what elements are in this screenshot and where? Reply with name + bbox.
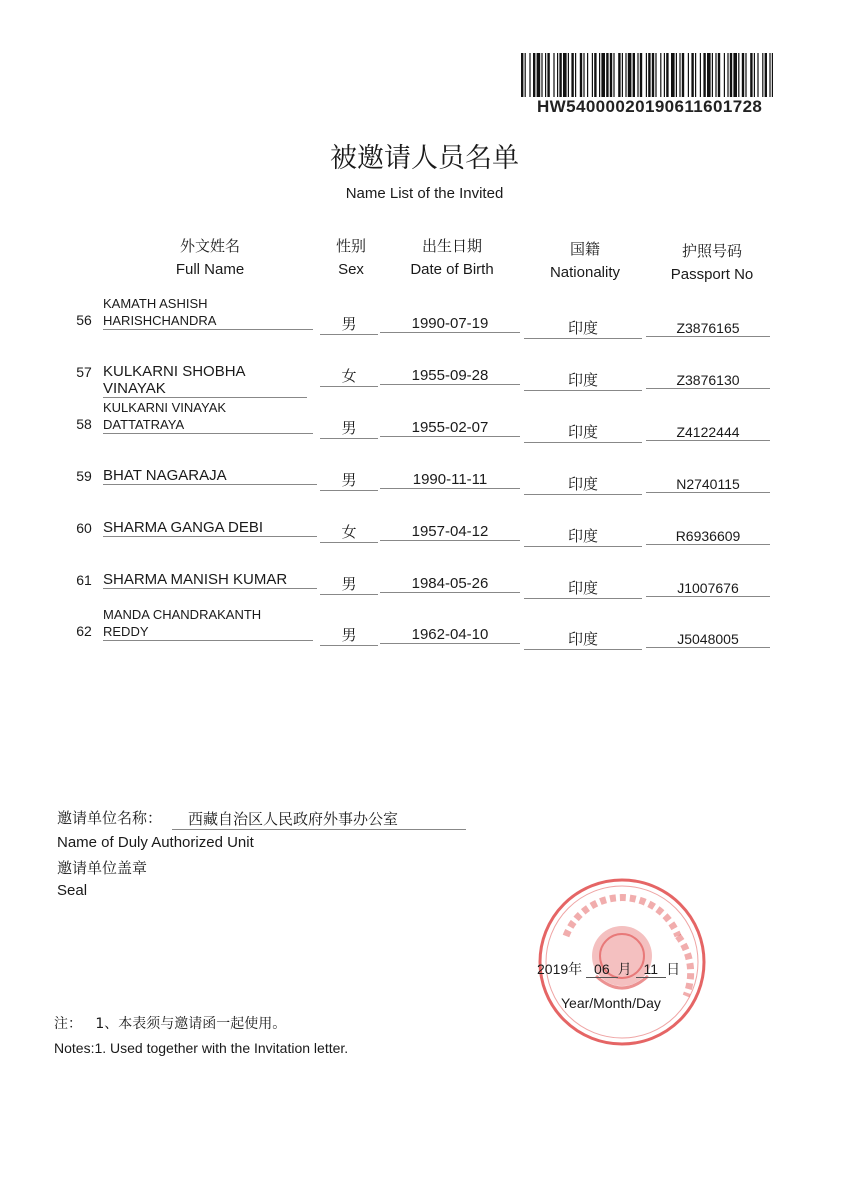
page-title: 被邀请人员名单 (330, 143, 519, 174)
row-sex: 男 (320, 469, 378, 491)
row-full-name: SHARMA MANISH KUMAR (103, 571, 317, 589)
row-passport-no: Z3876165 (646, 320, 770, 337)
row-date-of-birth: 1990-11-11 (380, 471, 520, 489)
row-number: 62 (76, 623, 92, 639)
row-date-of-birth: 1957-04-12 (380, 523, 520, 541)
date-month: 06 (586, 961, 618, 978)
note-en: Notes:1. Used together with the Invitation letter. (54, 1040, 349, 1056)
seal-label: 邀请单位盖章 (57, 859, 148, 877)
row-sex: 男 (320, 573, 378, 595)
row-nationality: 印度 (524, 317, 642, 339)
header-sex: 性别 Sex (335, 237, 366, 278)
row-passport-no: J5048005 (646, 631, 770, 648)
row-nationality: 印度 (524, 473, 642, 495)
row-sex: 男 (320, 624, 378, 646)
table-row (0, 399, 849, 447)
row-number: 57 (76, 364, 92, 380)
header-full-name: 外文姓名 Full Name (175, 237, 245, 278)
row-passport-no: N2740115 (646, 476, 770, 493)
row-full-name: BHAT NAGARAJA (103, 467, 317, 485)
row-nationality: 印度 (524, 628, 642, 650)
row-number: 59 (76, 468, 92, 484)
barcode-number: HW5400002019061160172​8 (537, 97, 763, 116)
barcode (521, 53, 773, 97)
row-sex: 女 (320, 521, 378, 543)
seal-label-en: Seal (57, 882, 88, 899)
row-date-of-birth: 1955-02-07 (380, 419, 520, 437)
date-year: 2019 (537, 961, 569, 977)
row-nationality: 印度 (524, 369, 642, 391)
row-date-of-birth: 1984-05-26 (380, 575, 520, 593)
header-passport-no: 护照号码 Passport No (670, 242, 754, 283)
row-sex: 男 (320, 313, 378, 335)
row-nationality: 印度 (524, 421, 642, 443)
row-date-of-birth: 1962-04-10 (380, 626, 520, 644)
date-format-label: Year/Month/Day (561, 995, 661, 1011)
row-full-name: KULKARNI VINAYAK DATTATRAYA (103, 399, 313, 434)
page-subtitle: Name List of the Invited (345, 185, 504, 202)
table-row (0, 451, 849, 499)
table-row (0, 555, 849, 603)
row-date-of-birth: 1990-07-19 (380, 315, 520, 333)
table-row (0, 606, 849, 654)
date-day: 11 (636, 961, 667, 978)
note-zh: 注： 1、本表须与邀请函一起使用。 (54, 1016, 287, 1032)
row-passport-no: Z4122444 (646, 424, 770, 441)
row-nationality: 印度 (524, 577, 642, 599)
row-full-name: MANDA CHANDRAKANTH REDDY (103, 606, 313, 641)
unit-name-label-en: Name of Duly Authorized Unit (57, 834, 254, 851)
table-row (0, 295, 849, 343)
row-number: 56 (76, 312, 92, 328)
row-full-name: KULKARNI SHOBHA VINAYAK (103, 363, 307, 398)
row-date-of-birth: 1955-09-28 (380, 367, 520, 385)
row-full-name: KAMATH ASHISH HARISHCHANDRA (103, 295, 313, 330)
unit-name-value: 西藏自治区人民政府外事办公室 (172, 808, 466, 830)
header-nationality: 国籍 Nationality (549, 240, 621, 281)
row-number: 58 (76, 416, 92, 432)
unit-name-label: 邀请单位名称： (57, 809, 163, 827)
row-passport-no: R6936609 (646, 528, 770, 545)
row-sex: 女 (320, 365, 378, 387)
header-date-of-birth: 出生日期 Date of Birth (410, 237, 494, 278)
table-row (0, 503, 849, 551)
date-line: 2019年 06 月 11 日 (537, 961, 681, 977)
table-row (0, 347, 849, 395)
row-number: 60 (76, 520, 92, 536)
row-sex: 男 (320, 417, 378, 439)
row-full-name: SHARMA GANGA DEBI (103, 519, 317, 537)
row-passport-no: Z3876130 (646, 372, 770, 389)
row-passport-no: J1007676 (646, 580, 770, 597)
row-number: 61 (76, 572, 92, 588)
row-nationality: 印度 (524, 525, 642, 547)
